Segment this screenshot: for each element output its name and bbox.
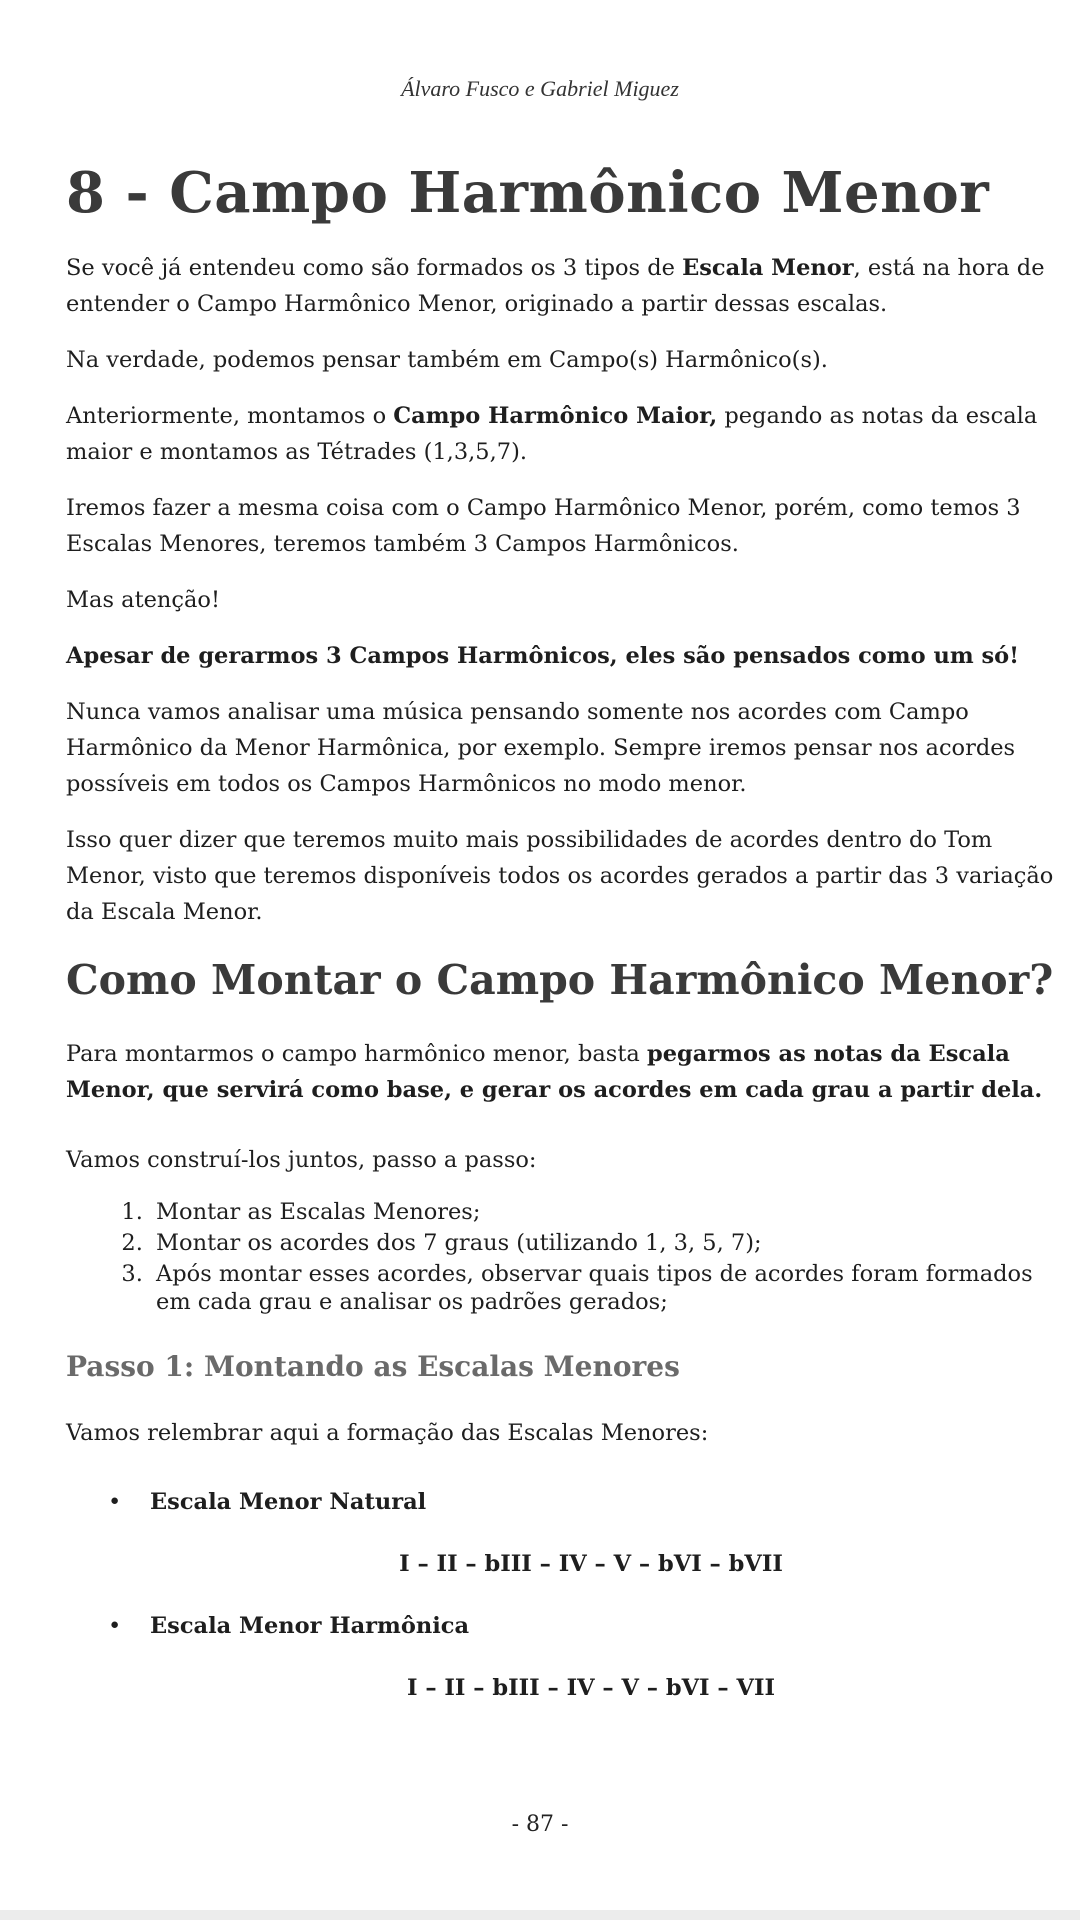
list-item: 1. Montar as Escalas Menores; — [150, 1198, 1056, 1226]
page-content — [66, 160, 1056, 1733]
paragraph-anteriormente — [66, 398, 1056, 470]
paragraph-intro — [66, 250, 1056, 322]
scale-formula: I – II – bIII – IV – V – bVI – bVII — [399, 1551, 783, 1577]
bold-run: Escala Menor — [682, 255, 854, 281]
scale-formula: I – II – bIII – IV – V – bVI – VII — [406, 1675, 776, 1701]
bold-run: pegarmos as notas da Escala Menor, que servirá como base, e gerar os acordes em cada grau a partir dela. — [66, 1041, 1043, 1103]
bold-run: Campo Harmônico Maior, — [393, 403, 718, 429]
paragraph-emphasis — [66, 638, 1056, 674]
scales-list — [66, 1609, 1056, 1643]
step1-title: Passo 1: Montando as Escalas Menores — [66, 1350, 680, 1383]
steps-list — [66, 1198, 1056, 1316]
page-number: - 87 - — [511, 1812, 569, 1837]
text-run: , está na hora de entender o Campo Harmônico Menor, originado a partir dessas escalas. — [66, 255, 1045, 317]
bottom-edge — [0, 1910, 1080, 1920]
scale-name: • Escala Menor Harmônica — [66, 1609, 1056, 1643]
scale-name: • Escala Menor Natural — [66, 1485, 1056, 1519]
text-run: Para montarmos o campo harmônico menor, basta — [66, 1041, 647, 1067]
text-run: Se você já entendeu como são formados os 3 tipos de — [66, 255, 683, 281]
scales-list — [66, 1485, 1056, 1519]
paragraph-nunca: Nunca vamos analisar uma música pensando somente nos acordes com Campo Harmônico da Menor Harmônica, por exemplo. Sempre iremos pensar nos acordes possíveis em todos os Campos Harmônicos no modo menor. — [66, 699, 1016, 797]
paragraph-relembrar: Vamos relembrar aqui a formação das Escalas Menores: — [66, 1420, 709, 1446]
paragraph-iremos: Iremos fazer a mesma coisa com o Campo Harmônico Menor, porém, como temos 3 Escalas Menores, teremos também 3 Campos Harmônicos. — [66, 495, 1021, 557]
section-title: Como Montar o Campo Harmônico Menor? — [66, 956, 1054, 1004]
running-header: Álvaro Fusco e Gabriel Miguez — [401, 76, 679, 101]
list-item: 3. Após montar esses acordes, observar quais tipos de acordes foram formados em cada grau e analisar os padrões gerados; — [150, 1260, 1056, 1316]
paragraph-campos: Na verdade, podemos pensar também em Campo(s) Harmônico(s). — [66, 347, 828, 373]
text-run: pegando as notas da escala maior e montamos as Tétrades (1,3,5,7). — [66, 403, 1038, 465]
paragraph-vamos-construir: Vamos construí-los juntos, passo a passo: — [66, 1147, 537, 1173]
paragraph-para-montarmos — [66, 1036, 1056, 1108]
text-run: Anteriormente, montamos o — [66, 403, 394, 429]
paragraph-isso: Isso quer dizer que teremos muito mais possibilidades de acordes dentro do Tom Menor, visto que teremos disponíveis todos os acordes gerados a partir das 3 variação da Escala Menor. — [66, 827, 1054, 925]
chapter-title: 8 - Campo Harmônico Menor — [66, 160, 990, 226]
bold-run: Apesar de gerarmos 3 Campos Harmônicos, eles são pensados como um só! — [66, 643, 1020, 669]
list-item: 2. Montar os acordes dos 7 graus (utilizando 1, 3, 5, 7); — [150, 1229, 1056, 1257]
paragraph-atencao: Mas atenção! — [66, 587, 221, 613]
